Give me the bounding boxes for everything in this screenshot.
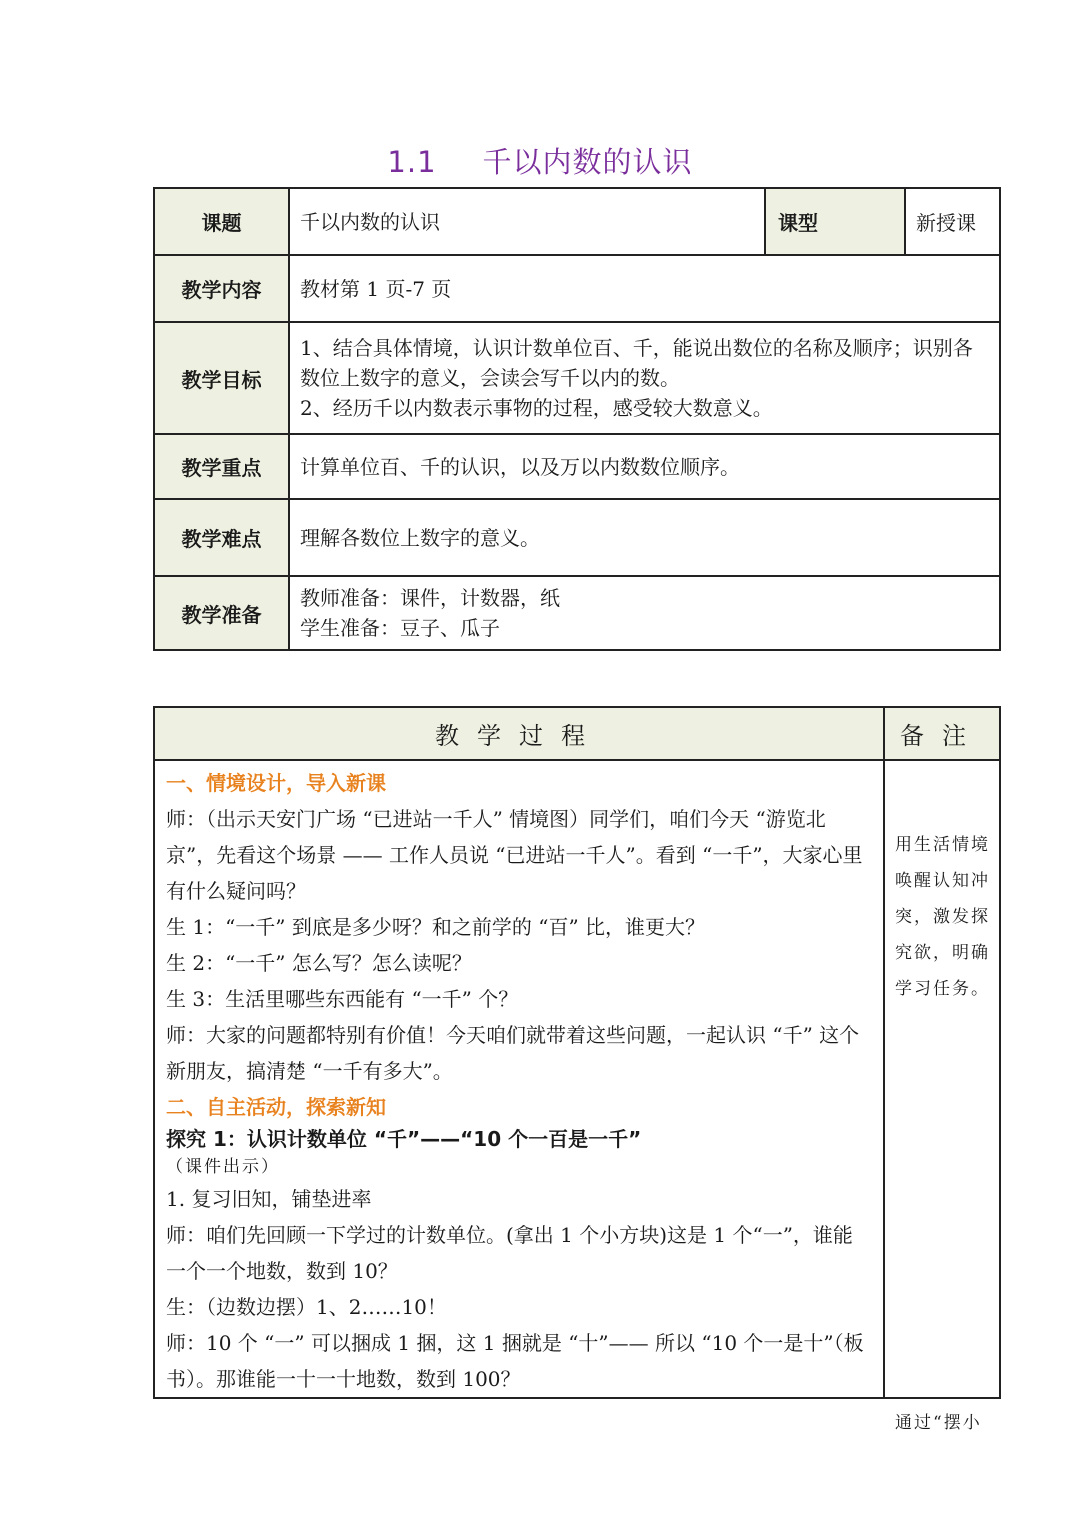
goal-label: 教学目标 [154, 322, 289, 434]
process-body-row [154, 760, 1000, 1398]
type-value: 新授课 [905, 188, 1000, 255]
goal-line-2: 2、经历千以内数表示事物的过程，感受较大数意义。 [300, 396, 773, 420]
process-line: 师：（出示天安门广场 “已进站一千人” 情境图）同学们，咱们今天 “游览北京”，先看这个场景 —— 工作人员说 “已进站一千人”。看到 “一千”，大家心里有什么疑问吗？ [166, 807, 863, 903]
explore-note: （课件出示） [166, 1157, 280, 1177]
info-row-content [154, 255, 1000, 322]
process-header-row [154, 707, 1000, 760]
process-line: 师：10 个 “一” 可以捆成 1 捆，这 1 捆就是 “十”—— 所以 “10 个一是十”（板书）。那谁能一十一十地数，数到 100？ [166, 1331, 864, 1391]
note-tail: 通过“摆小 [895, 1413, 982, 1433]
process-line: 1. 复习旧知，铺垫进率 [166, 1187, 372, 1211]
explore-title: 探究 1：认识计数单位 “千”——“10 个一百是一千” [166, 1127, 642, 1151]
key-value: 计算单位百、千的认识，以及万以内数数位顺序。 [289, 434, 1000, 499]
page-title [0, 140, 1080, 181]
topic-label: 课题 [154, 188, 289, 255]
prep-value [289, 576, 1000, 650]
note-text: 用生活情境唤醒认知冲突，激发探究欲，明确学习任务。 [895, 835, 990, 999]
process-body [154, 760, 884, 1398]
process-note [884, 760, 1000, 1433]
process-table [153, 706, 1001, 1433]
prep-student: 学生准备：豆子、瓜子 [300, 616, 500, 640]
note-header: 备注 [884, 707, 1000, 760]
difficulty-label: 教学难点 [154, 499, 289, 576]
info-row-key [154, 434, 1000, 499]
content-label: 教学内容 [154, 255, 289, 322]
info-row-prep [154, 576, 1000, 650]
section2-title: 二、自主活动，探索新知 [166, 1095, 386, 1119]
process-line: 生 1：“一千” 到底是多少呀？和之前学的 “百” 比，谁更大？ [166, 915, 706, 939]
info-row-difficulty [154, 499, 1000, 576]
section1-title: 一、情境设计，导入新课 [166, 771, 386, 795]
prep-label: 教学准备 [154, 576, 289, 650]
process-header: 教学过程 [154, 707, 884, 760]
process-line: 师：咱们先回顾一下学过的计数单位。(拿出 1 个小方块)这是 1 个“一”，谁能一个一个地数，数到 10？ [166, 1223, 853, 1283]
title-text: 千以内数的认识 [482, 145, 693, 179]
content-value: 教材第 1 页-7 页 [289, 255, 1000, 322]
info-row-topic [154, 188, 1000, 255]
key-label: 教学重点 [154, 434, 289, 499]
prep-teacher: 教师准备：课件，计数器，纸 [300, 586, 560, 610]
goal-value [289, 322, 1000, 434]
process-line: 生 3：生活里哪些东西能有 “一千” 个？ [166, 987, 519, 1011]
topic-value: 千以内数的认识 [289, 188, 765, 255]
difficulty-value: 理解各数位上数字的意义。 [289, 499, 1000, 576]
process-line: 生 2：“一千” 怎么写？怎么读呢？ [166, 951, 472, 975]
process-line: 生：（边数边摆）1、2……10！ [166, 1295, 447, 1319]
goal-line-1: 1、结合具体情境，认识计数单位百、千，能说出数位的名称及顺序；识别各数位上数字的意义，会读会写千以内的数。 [300, 336, 973, 390]
info-table [153, 187, 1001, 651]
title-number: 1.1 [387, 145, 437, 179]
type-label: 课型 [765, 188, 905, 255]
info-row-goal [154, 322, 1000, 434]
process-line: 师：大家的问题都特别有价值！今天咱们就带着这些问题，一起认识 “千” 这个新朋友，搞清楚 “一千有多大”。 [166, 1023, 860, 1083]
